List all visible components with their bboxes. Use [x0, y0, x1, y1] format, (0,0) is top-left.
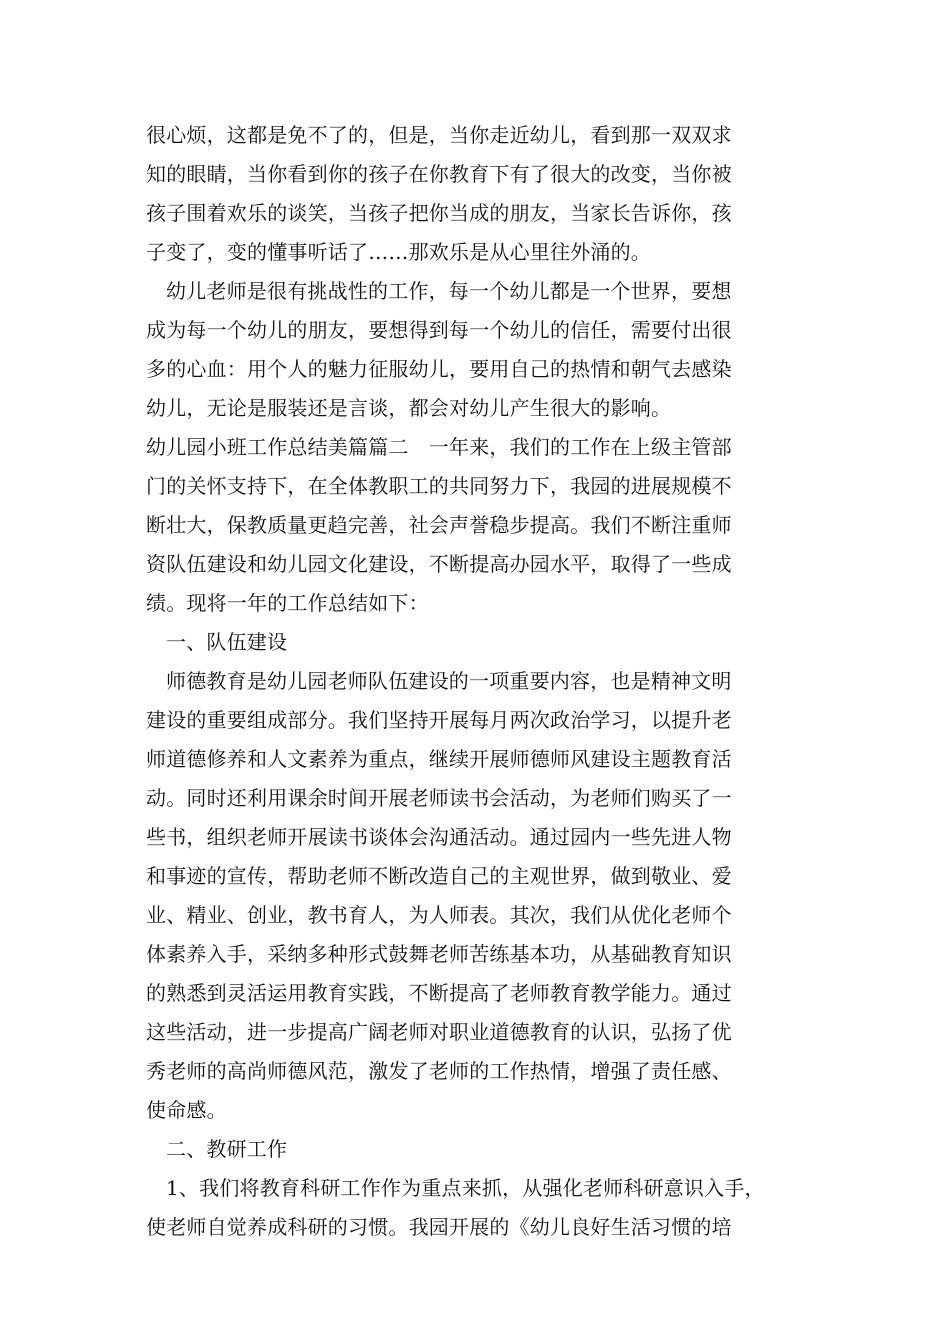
text-line: 业、精业、创业，教书育人，为人师表。其次，我们从优化老师个	[146, 903, 732, 927]
text-line: 子变了，变的懂事听话了……那欢乐是从心里往外涌的。	[146, 240, 651, 264]
text-line: 体素养入手，采纳多种形式鼓舞老师苦练基本功，从基础教育知识	[146, 942, 732, 966]
text-line: 师德教育是幼儿园老师队伍建设的一项重要内容，也是精神文明	[166, 669, 732, 693]
text-line: 成为每一个幼儿的朋友，要想得到每一个幼儿的信任，需要付出很	[146, 318, 732, 342]
text-line: 的熟悉到灵活运用教育实践，不断提高了老师教育教学能力。通过	[146, 981, 732, 1005]
text-line: 很心烦，这都是免不了的，但是，当你走近幼儿，看到那一双双求	[146, 123, 732, 147]
text-line: 这些活动，进一步提高广阔老师对职业道德教育的认识，弘扬了优	[146, 1020, 732, 1044]
text-line: 师道德修养和人文素养为重点，继续开展师德师风建设主题教育活	[146, 747, 732, 771]
text-line: 孩子围着欢乐的谈笑，当孩子把你当成的朋友，当家长告诉你，孩	[146, 201, 732, 225]
text-line: 动。同时还利用课余时间开展老师读书会活动，为老师们购买了一	[146, 786, 732, 810]
text-line: 1、我们将教育科研工作作为重点来抓，从强化老师科研意识入手，	[166, 1176, 765, 1200]
text-line: 多的心血：用个人的魅力征服幼儿，要用自己的热情和朝气去感染	[146, 357, 732, 381]
document-body	[146, 116, 810, 1247]
text-line: 门的关怀支持下，在全体教职工的共同努力下，我园的进展规模不	[146, 474, 732, 498]
text-line: 绩。现将一年的工作总结如下：	[146, 591, 429, 615]
text-line: 使命感。	[146, 1098, 227, 1122]
text-line: 幼儿，无论是服装还是言谈，都会对幼儿产生很大的影响。	[146, 396, 672, 420]
text-line: 幼儿园小班工作总结美篇篇二 一年来，我们的工作在上级主管部	[146, 435, 732, 459]
text-line: 建设的重要组成部分。我们坚持开展每月两次政治学习，以提升老	[146, 708, 732, 732]
text-line: 断壮大，保教质量更趋完善，社会声誉稳步提高。我们不断注重师	[146, 513, 732, 537]
text-line: 资队伍建设和幼儿园文化建设，不断提高办园水平，取得了一些成	[146, 552, 732, 576]
text-line: 幼儿老师是很有挑战性的工作，每一个幼儿都是一个世界，要想	[166, 279, 732, 303]
text-line: 秀老师的高尚师德风范，激发了老师的工作热情，增强了责任感、	[146, 1059, 732, 1083]
text-line: 和事迹的宣传，帮助老师不断改造自己的主观世界，做到敬业、爱	[146, 864, 732, 888]
text-line: 使老师自觉养成科研的习惯。我园开展的《幼儿良好生活习惯的培	[146, 1215, 732, 1239]
text-line: 一、队伍建设	[166, 630, 288, 654]
text-line: 知的眼睛，当你看到你的孩子在你教育下有了很大的改变，当你被	[146, 162, 732, 186]
text-line: 些书，组织老师开展读书谈体会沟通活动。通过园内一些先进人物	[146, 825, 732, 849]
text-line: 二、教研工作	[166, 1137, 288, 1161]
